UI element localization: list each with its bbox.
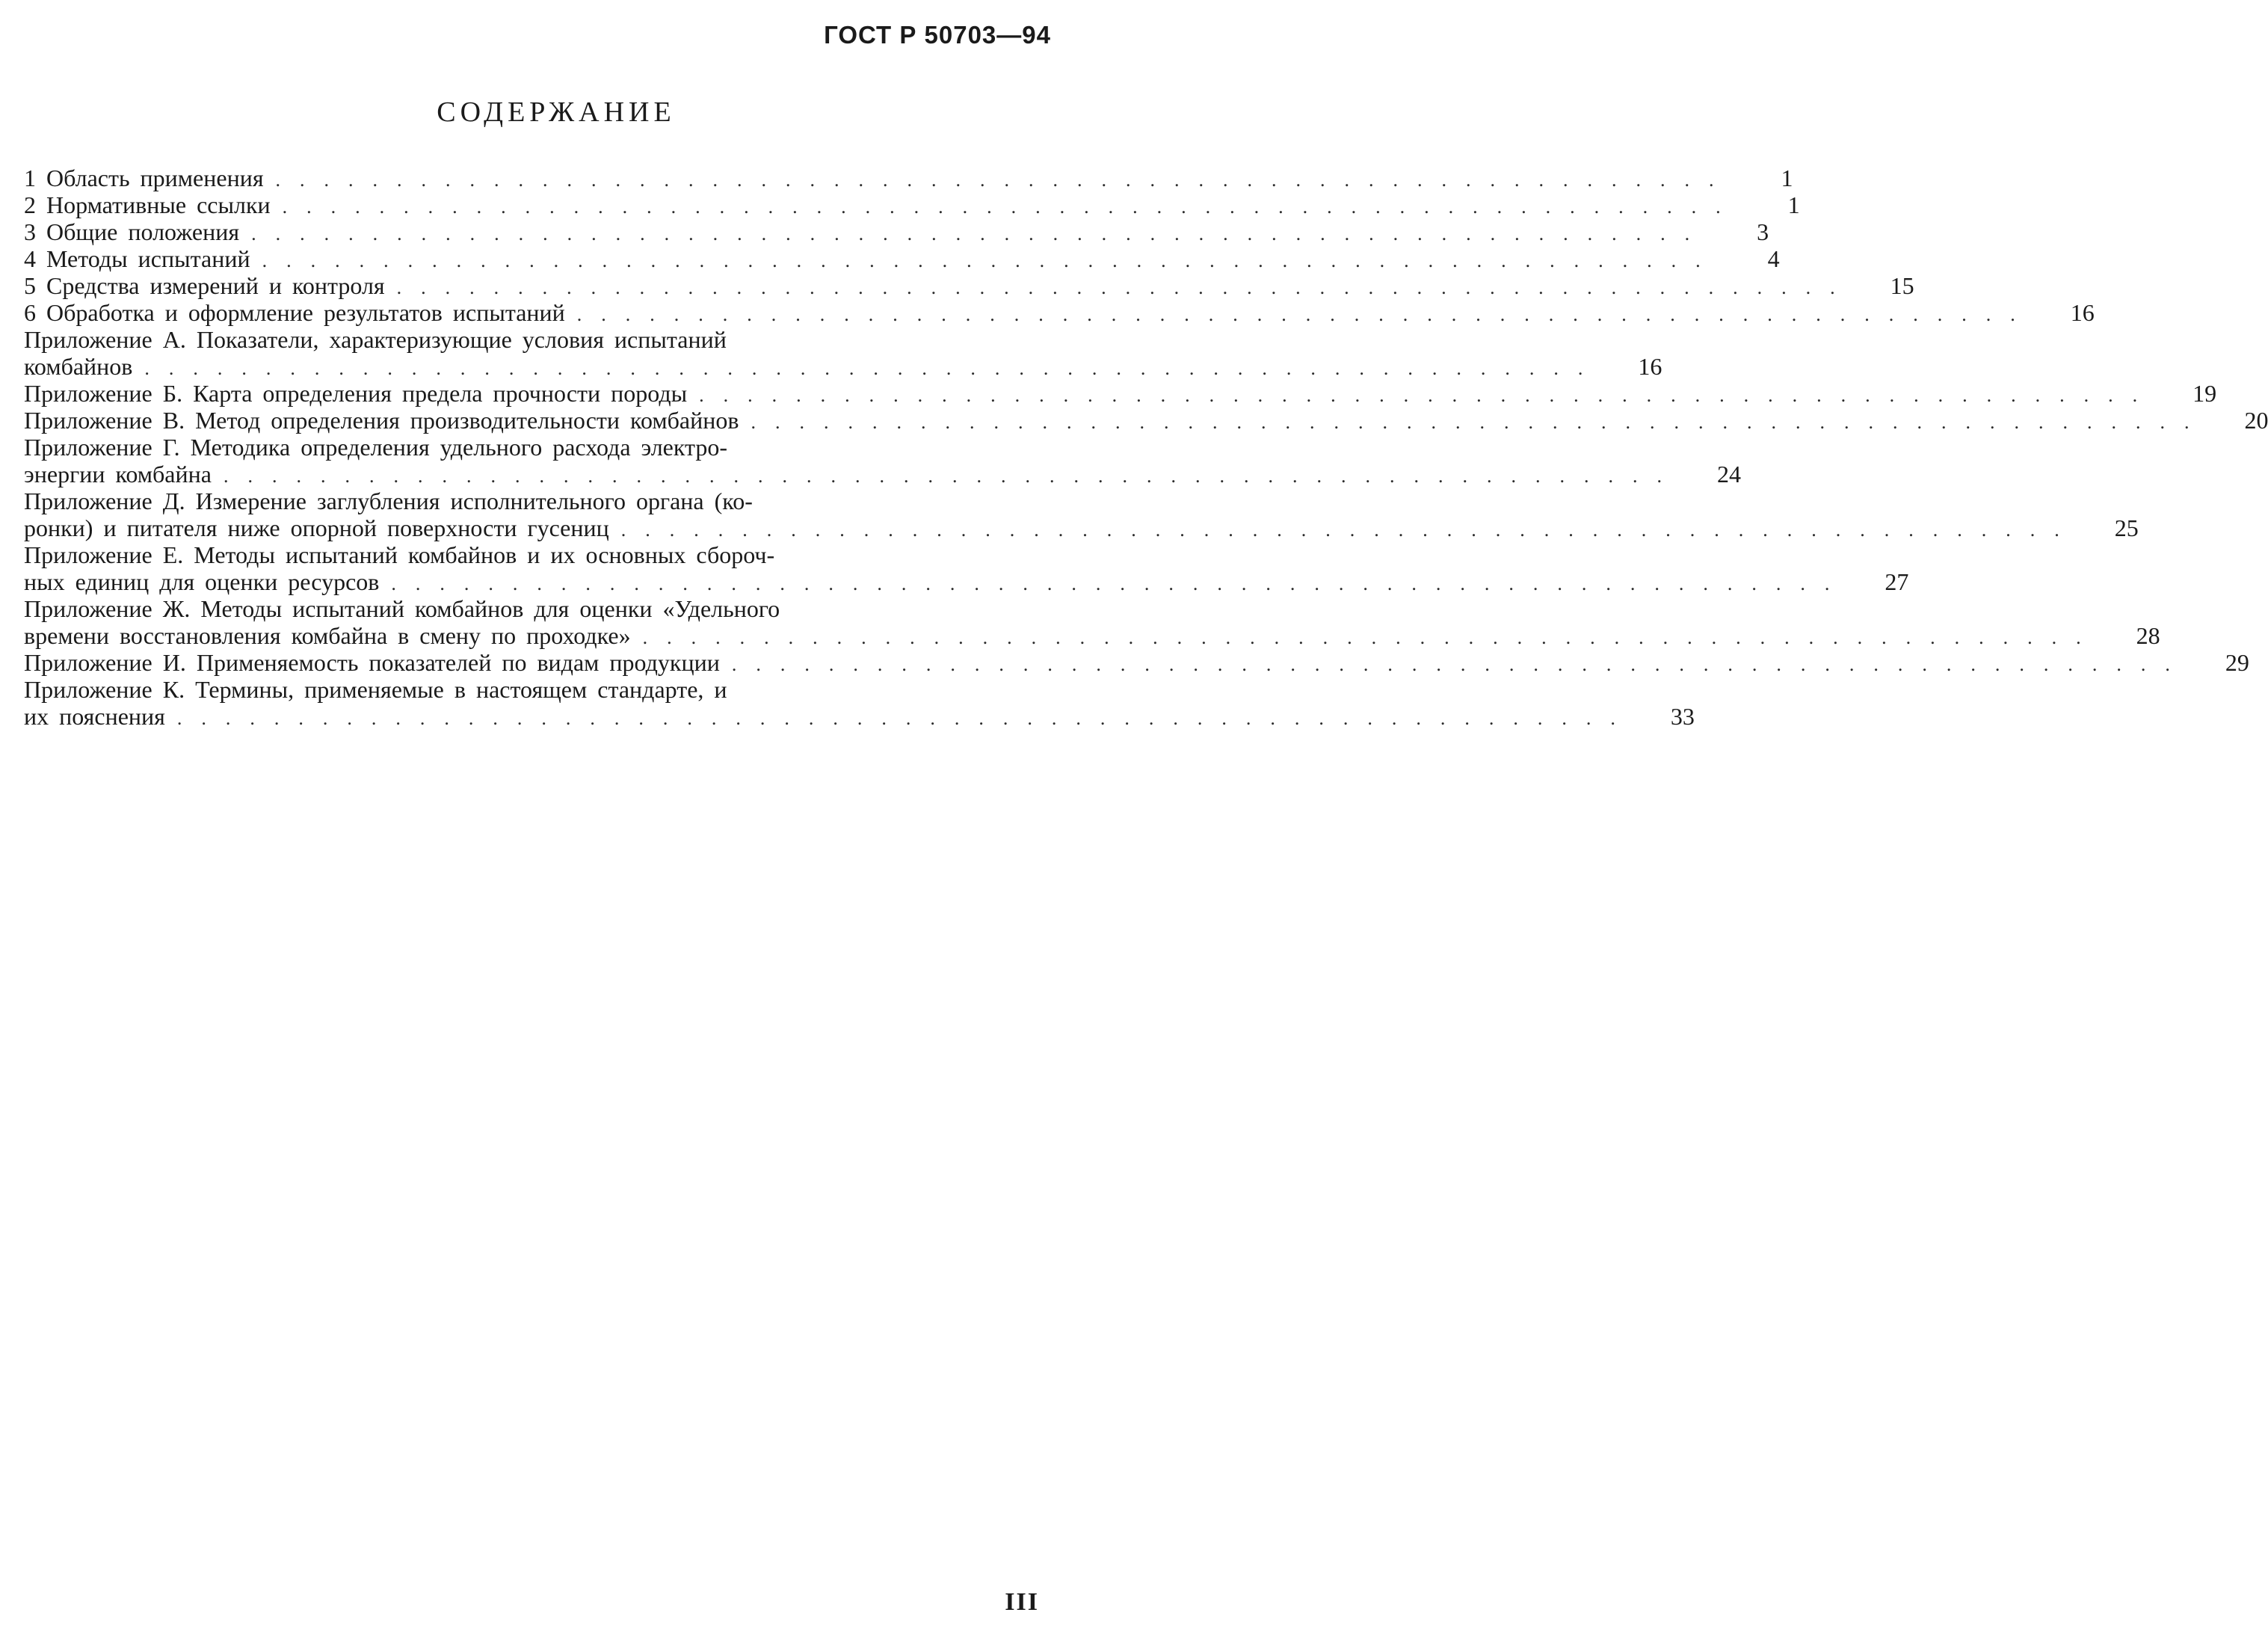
toc-entry-line — [24, 165, 1793, 191]
toc-entry-title: Приложение Ж. Методы испытаний комбайнов для оценки «Удельного — [24, 595, 780, 622]
toc-entry — [24, 218, 1769, 245]
toc-entry-title: 4 Методы испытаний — [24, 245, 250, 272]
dot-leader: ............................................................ — [642, 627, 2101, 648]
toc-entry-title: Приложение И. Применяемость показателей по видам продукции — [24, 649, 720, 676]
dot-leader: ............................................................ — [176, 707, 1635, 729]
toc-entry-line — [24, 514, 2139, 541]
toc-entry-line — [24, 703, 1695, 730]
toc-entry-line — [24, 272, 1914, 299]
toc-entry-line — [24, 299, 2095, 326]
toc-entry — [24, 245, 1780, 272]
toc-entry-line — [24, 218, 1769, 245]
document-code: ГОСТ Р 50703—94 — [824, 21, 1051, 49]
toc-entry-title: Приложение В. Метод определения производительности комбайнов — [24, 407, 739, 434]
toc-page-number: 25 — [2114, 514, 2139, 541]
dot-leader: ............................................................ — [251, 223, 1710, 245]
toc-entry-title: комбайнов — [24, 353, 133, 380]
table-of-contents — [24, 165, 2268, 730]
toc-page-number: 27 — [1885, 568, 1909, 595]
toc-entry — [24, 407, 2268, 434]
toc-entry — [24, 299, 2095, 326]
toc-entry-line — [24, 461, 1741, 488]
toc-entry-title: Приложение Е. Методы испытаний комбайнов и их основных сбороч- — [24, 541, 775, 568]
toc-title: СОДЕРЖАНИЕ — [437, 96, 676, 128]
toc-entry-line — [24, 622, 2160, 649]
dot-leader: ............................................................ — [620, 519, 2079, 541]
toc-entry — [24, 165, 1793, 191]
dot-leader: ............................................................ — [262, 250, 1720, 271]
toc-entry-title: 1 Область применения — [24, 165, 264, 191]
toc-entry-title: времени восстановления комбайна в смену по проходке» — [24, 622, 631, 649]
toc-entry-line — [24, 191, 1800, 218]
dot-leader: ............................................................ — [144, 357, 1603, 379]
toc-entry-line — [24, 488, 996, 514]
toc-entry — [24, 541, 1909, 595]
toc-page-number: 16 — [1638, 353, 1663, 380]
toc-entry-line — [24, 568, 1909, 595]
dot-leader: ............................................................ — [282, 196, 1740, 218]
dot-leader: ............................................................ — [275, 169, 1734, 191]
toc-entry-line — [24, 407, 2268, 434]
toc-page-number: 15 — [1890, 272, 1914, 299]
toc-entry — [24, 488, 2139, 541]
toc-entry-title: 5 Средства измерений и контроля — [24, 272, 385, 299]
toc-entry-title: Приложение А. Показатели, характеризующие условия испытаний — [24, 326, 727, 353]
dot-leader: ............................................................ — [576, 304, 2035, 325]
toc-entry-line — [24, 434, 996, 461]
toc-entry-line — [24, 649, 2249, 676]
toc-entry-line — [24, 676, 996, 703]
toc-entry — [24, 595, 2160, 649]
toc-entry-title: Приложение Г. Методика определения удельного расхода электро- — [24, 434, 728, 461]
toc-entry-title: их пояснения — [24, 703, 165, 730]
dot-leader: ............................................................ — [391, 573, 1849, 594]
page-folio: III — [1005, 1588, 1039, 1616]
toc-entry — [24, 272, 1914, 299]
toc-page-number: 1 — [1787, 191, 1800, 218]
toc-entry — [24, 649, 2249, 676]
toc-page-number: 16 — [2070, 299, 2095, 326]
dot-leader: ............................................................ — [699, 384, 2157, 406]
dot-leader: ............................................................ — [223, 465, 1681, 487]
toc-page-number: 28 — [2136, 622, 2160, 649]
toc-entry-title: Приложение К. Термины, применяемые в настоящем стандарте, и — [24, 676, 727, 703]
toc-page-number: 4 — [1767, 245, 1780, 272]
toc-page-number: 19 — [2192, 380, 2217, 407]
dot-leader: ............................................................ — [731, 654, 2190, 675]
toc-entry-title: 6 Обработка и оформление результатов испытаний — [24, 299, 565, 326]
toc-entry-line — [24, 353, 1663, 380]
toc-page-number: 3 — [1757, 218, 1769, 245]
dot-leader: ............................................................ — [751, 411, 2209, 433]
toc-entry-line — [24, 245, 1780, 272]
toc-entry — [24, 326, 1663, 380]
toc-page-number: 24 — [1716, 461, 1741, 488]
dot-leader: ............................................................ — [396, 277, 1855, 298]
toc-entry-title: 3 Общие положения — [24, 218, 240, 245]
toc-entry-title: Приложение Б. Карта определения предела прочности породы — [24, 380, 688, 407]
toc-page-number: 20 — [2244, 407, 2268, 434]
toc-entry — [24, 434, 1741, 488]
toc-entry — [24, 380, 2217, 407]
toc-page-number: 29 — [2225, 649, 2249, 676]
toc-entry-line — [24, 541, 996, 568]
toc-entry — [24, 191, 1800, 218]
toc-entry-line — [24, 326, 996, 353]
toc-entry-title: 2 Нормативные ссылки — [24, 191, 271, 218]
toc-page-number: 1 — [1781, 165, 1793, 191]
toc-entry-line — [24, 380, 2217, 407]
toc-entry-title: энергии комбайна — [24, 461, 212, 488]
toc-entry-title: ронки) и питателя ниже опорной поверхности гусениц — [24, 514, 609, 541]
toc-entry-title: Приложение Д. Измерение заглубления исполнительного органа (ко- — [24, 488, 753, 514]
toc-entry — [24, 676, 1695, 730]
toc-entry-title: ных единиц для оценки ресурсов — [24, 568, 380, 595]
toc-entry-line — [24, 595, 996, 622]
toc-page-number: 33 — [1670, 703, 1695, 730]
